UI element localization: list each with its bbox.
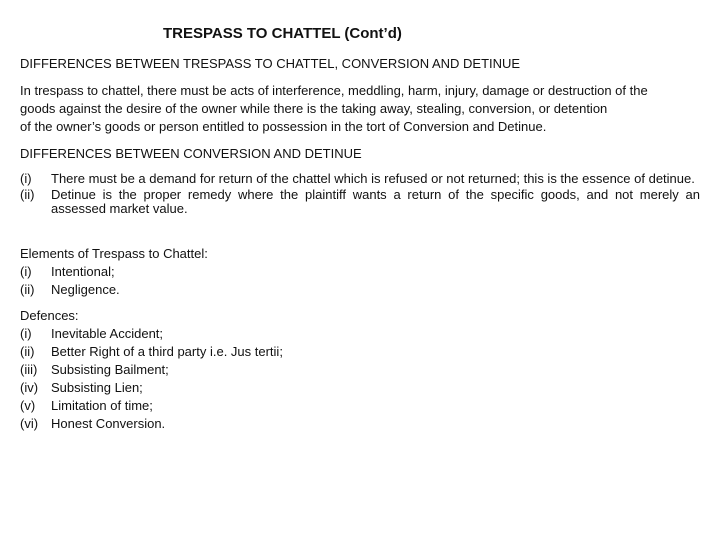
- list-item: [20, 415, 283, 433]
- list-item-text: Subsisting Bailment;: [51, 362, 169, 377]
- list-item-text: Better Right of a third party i.e. Jus tertii;: [51, 344, 283, 359]
- list-item-number: (vi): [20, 416, 39, 431]
- list-item-text: Detinue is the proper remedy where the plaintiff wants a return of the specific goods, and not merely an assessed market value.: [51, 187, 700, 216]
- list-item-number: (ii): [20, 187, 35, 202]
- list-item: [20, 379, 283, 397]
- elements-heading: Elements of Trespass to Chattel:: [20, 246, 208, 261]
- list-item: [20, 397, 283, 415]
- list-item-number: (iv): [20, 380, 39, 395]
- list-item-number: (i): [20, 171, 32, 186]
- list-item: [20, 325, 283, 343]
- document-title: TRESPASS TO CHATTEL (Cont’d): [163, 25, 402, 42]
- differences-list: [20, 172, 700, 218]
- list-item-text: Intentional;: [51, 264, 115, 279]
- list-item: [20, 361, 283, 379]
- list-item-text: Honest Conversion.: [51, 416, 166, 431]
- elements-section: [20, 245, 208, 299]
- list-item-number: (v): [20, 398, 36, 413]
- defences-section: [20, 307, 283, 433]
- list-item-number: (ii): [20, 282, 35, 297]
- list-item: [20, 281, 208, 299]
- defences-heading: Defences:: [20, 308, 79, 323]
- section-heading-trespass-differences: DIFFERENCES BETWEEN TRESPASS TO CHATTEL, CONVERSION AND DETINUE: [20, 56, 521, 71]
- list-item-number: (ii): [20, 344, 35, 359]
- list-item-number: (i): [20, 326, 32, 341]
- list-item-text: Subsisting Lien;: [51, 380, 143, 395]
- list-item-text: Inevitable Accident;: [51, 326, 164, 341]
- list-item: [20, 263, 208, 281]
- paragraph-line: of the owner’s goods or person entitled to possession in the tort of Conversion and Detinue.: [20, 119, 547, 134]
- list-item-number: (iii): [20, 362, 38, 377]
- list-item: [20, 343, 283, 361]
- list-item-number: (i): [20, 264, 32, 279]
- list-item: [20, 188, 700, 216]
- section-heading-conversion-detinue: DIFFERENCES BETWEEN CONVERSION AND DETINUE: [20, 146, 362, 161]
- list-item-text: Negligence.: [51, 282, 120, 297]
- intro-paragraph: [20, 82, 700, 136]
- paragraph-line: In trespass to chattel, there must be acts of interference, meddling, harm, injury, damage or destruction of the: [20, 83, 648, 98]
- list-item: [20, 172, 700, 186]
- list-item-text: There must be a demand for return of the chattel which is refused or not returned; this is the essence of detinue.: [51, 171, 695, 186]
- list-item-text: Limitation of time;: [51, 398, 153, 413]
- paragraph-line: goods against the desire of the owner while there is the taking away, stealing, conversion, or detention: [20, 101, 608, 116]
